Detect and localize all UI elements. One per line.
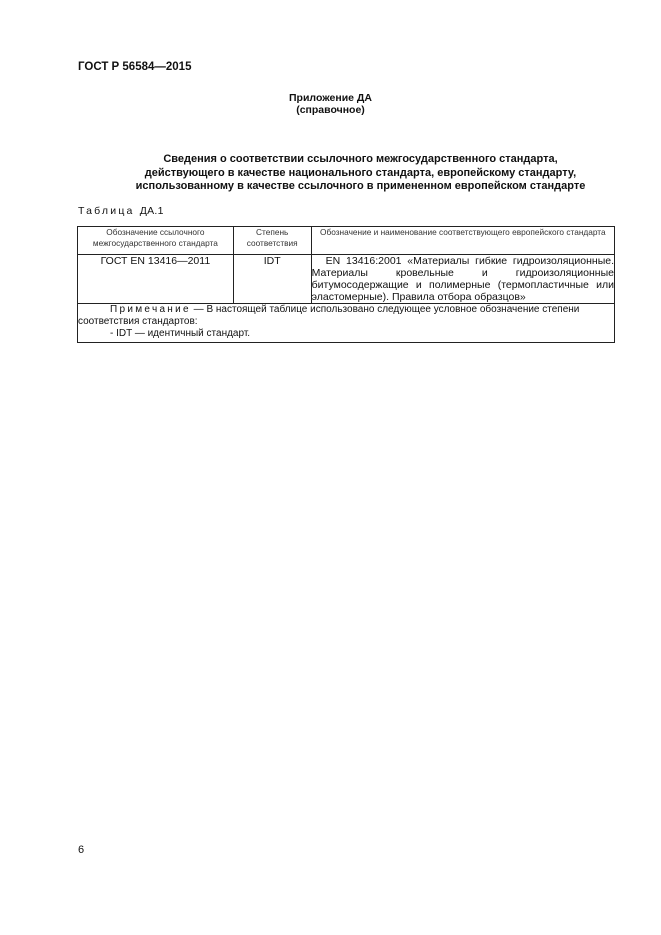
table-header-row — [78, 227, 615, 255]
note-item: - IDT — идентичный стандарт. — [110, 328, 251, 339]
appendix-title: Приложение ДА — [289, 92, 372, 104]
table-caption — [78, 205, 164, 217]
appendix-header — [0, 92, 661, 116]
table-note — [78, 304, 615, 343]
heading-line: Сведения о соответствии ссылочного межгосударственного стандарта, — [163, 153, 558, 165]
note-text: — В настоящей таблице использовано следующее условное обозначение степени соответствия стандартов: — [78, 304, 580, 327]
note-label: Примечание — [110, 304, 191, 315]
heading-line: использованному в качестве ссылочного в примененном европейском стандарте — [135, 180, 586, 192]
cell-degree: IDT — [233, 255, 311, 304]
column-header-european: Обозначение и наименование соответствующего европейского стандарта — [311, 227, 614, 255]
cell-european — [311, 255, 614, 304]
appendix-subtitle: (справочное) — [296, 104, 365, 116]
european-standard-text: EN 13416:2001 «Материалы гибкие гидроизоляционные. Материалы кровельные и гидроизоляционные битумосодержащие и полимерные (термопластичные или эластомерные). Правила отбора образцов» — [311, 255, 614, 303]
column-header-degree: Степень соответствия — [233, 227, 311, 255]
page-number: 6 — [78, 844, 85, 856]
cell-standard: ГОСТ EN 13416—2011 — [78, 255, 234, 304]
table-row — [78, 255, 615, 304]
table-note-row — [78, 304, 615, 343]
document-code: ГОСТ Р 56584—2015 — [78, 61, 192, 73]
heading-line: действующего в качестве национального стандарта, европейскому стандарту, — [144, 166, 577, 179]
column-header-standard: Обозначение ссылочного межгосударственного стандарта — [78, 227, 234, 255]
section-heading — [60, 153, 661, 194]
note-paragraph — [78, 304, 614, 328]
table-caption-number: ДА.1 — [139, 205, 164, 217]
table-caption-label: Таблица — [78, 205, 135, 217]
correspondence-table — [77, 226, 615, 343]
